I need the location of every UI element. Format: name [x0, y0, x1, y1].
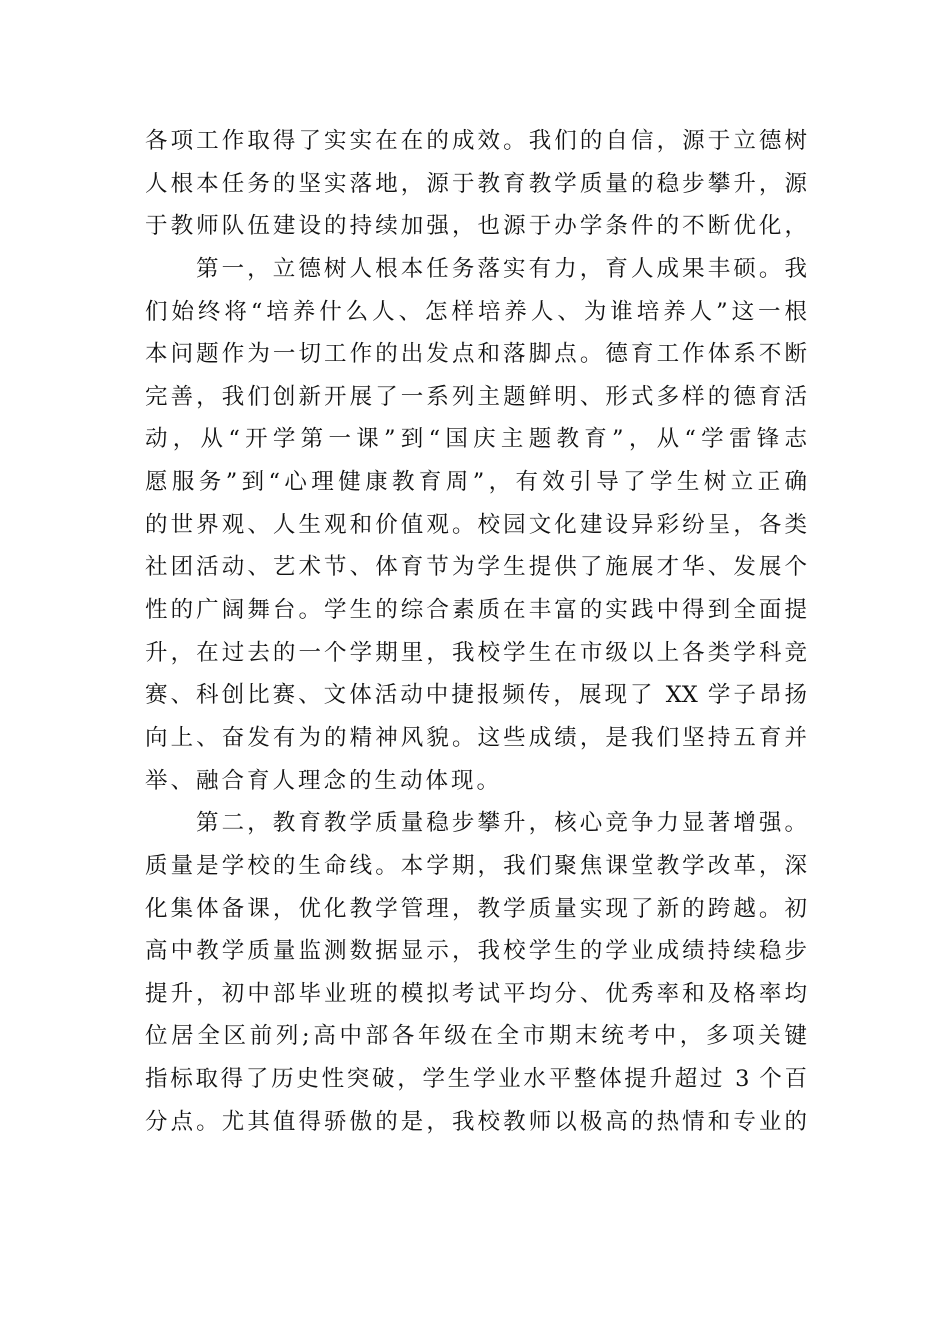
text-line: 指标取得了历史性突破，学生学业水平整体提升超过 3 个百 [145, 1066, 807, 1093]
text-line: 第二，教育教学质量稳步攀升，核心竞争力显著增强。 [196, 810, 807, 837]
text-line: 完善，我们创新开展了一系列主题鲜明、形式多样的德育活 [145, 383, 807, 410]
text-line: 社团活动、艺术节、体育节为学生提供了施展才华、发展个 [145, 554, 807, 581]
text-line: 动，从“开学第一课”到“国庆主题教育”，从“学雷锋志 [145, 426, 807, 453]
text-line: 第一，立德树人根本任务落实有力，育人成果丰硕。我 [196, 255, 807, 282]
text-line: 化集体备课，优化教学管理，教学质量实现了新的跨越。初 [145, 895, 807, 922]
text-line: 升，在过去的一个学期里，我校学生在市级以上各类学科竞 [145, 639, 807, 666]
text-line: 提升，初中部毕业班的模拟考试平均分、优秀率和及格率均 [145, 980, 807, 1007]
text-line: 赛、科创比赛、文体活动中捷报频传，展现了 XX 学子昂扬 [145, 682, 807, 709]
text-line: 位居全区前列;高中部各年级在全市期末统考中，多项关键 [145, 1023, 807, 1050]
text-line: 质量是学校的生命线。本学期，我们聚焦课堂教学改革，深 [145, 852, 807, 879]
text-line: 向上、奋发有为的精神风貌。这些成绩，是我们坚持五育并 [145, 724, 807, 751]
text-line: 人根本任务的坚实落地，源于教育教学质量的稳步攀升，源 [145, 170, 807, 197]
text-line: 们始终将“培养什么人、怎样培养人、为谁培养人”这一根 [145, 298, 807, 325]
text-line: 愿服务”到“心理健康教育周”，有效引导了学生树立正确 [145, 469, 807, 496]
text-line: 的世界观、人生观和价值观。校园文化建设异彩纷呈，各类 [145, 511, 807, 538]
text-line: 各项工作取得了实实在在的成效。我们的自信，源于立德树 [145, 128, 807, 154]
text-line: 分点。尤其值得骄傲的是，我校教师以极高的热情和专业的 [145, 1108, 807, 1135]
text-line: 于教师队伍建设的持续加强，也源于办学条件的不断优化， [145, 213, 807, 240]
text-line: 举、融合育人理念的生动体现。 [145, 767, 503, 794]
text-line: 高中教学质量监测数据显示，我校学生的学业成绩持续稳步 [145, 938, 807, 965]
document-page [145, 120, 807, 1143]
text-line: 性的广阔舞台。学生的综合素质在丰富的实践中得到全面提 [145, 597, 807, 624]
text-line: 本问题作为一切工作的出发点和落脚点。德育工作体系不断 [145, 341, 807, 368]
paragraph [145, 802, 807, 1143]
paragraph [145, 120, 807, 248]
paragraph [145, 248, 807, 802]
